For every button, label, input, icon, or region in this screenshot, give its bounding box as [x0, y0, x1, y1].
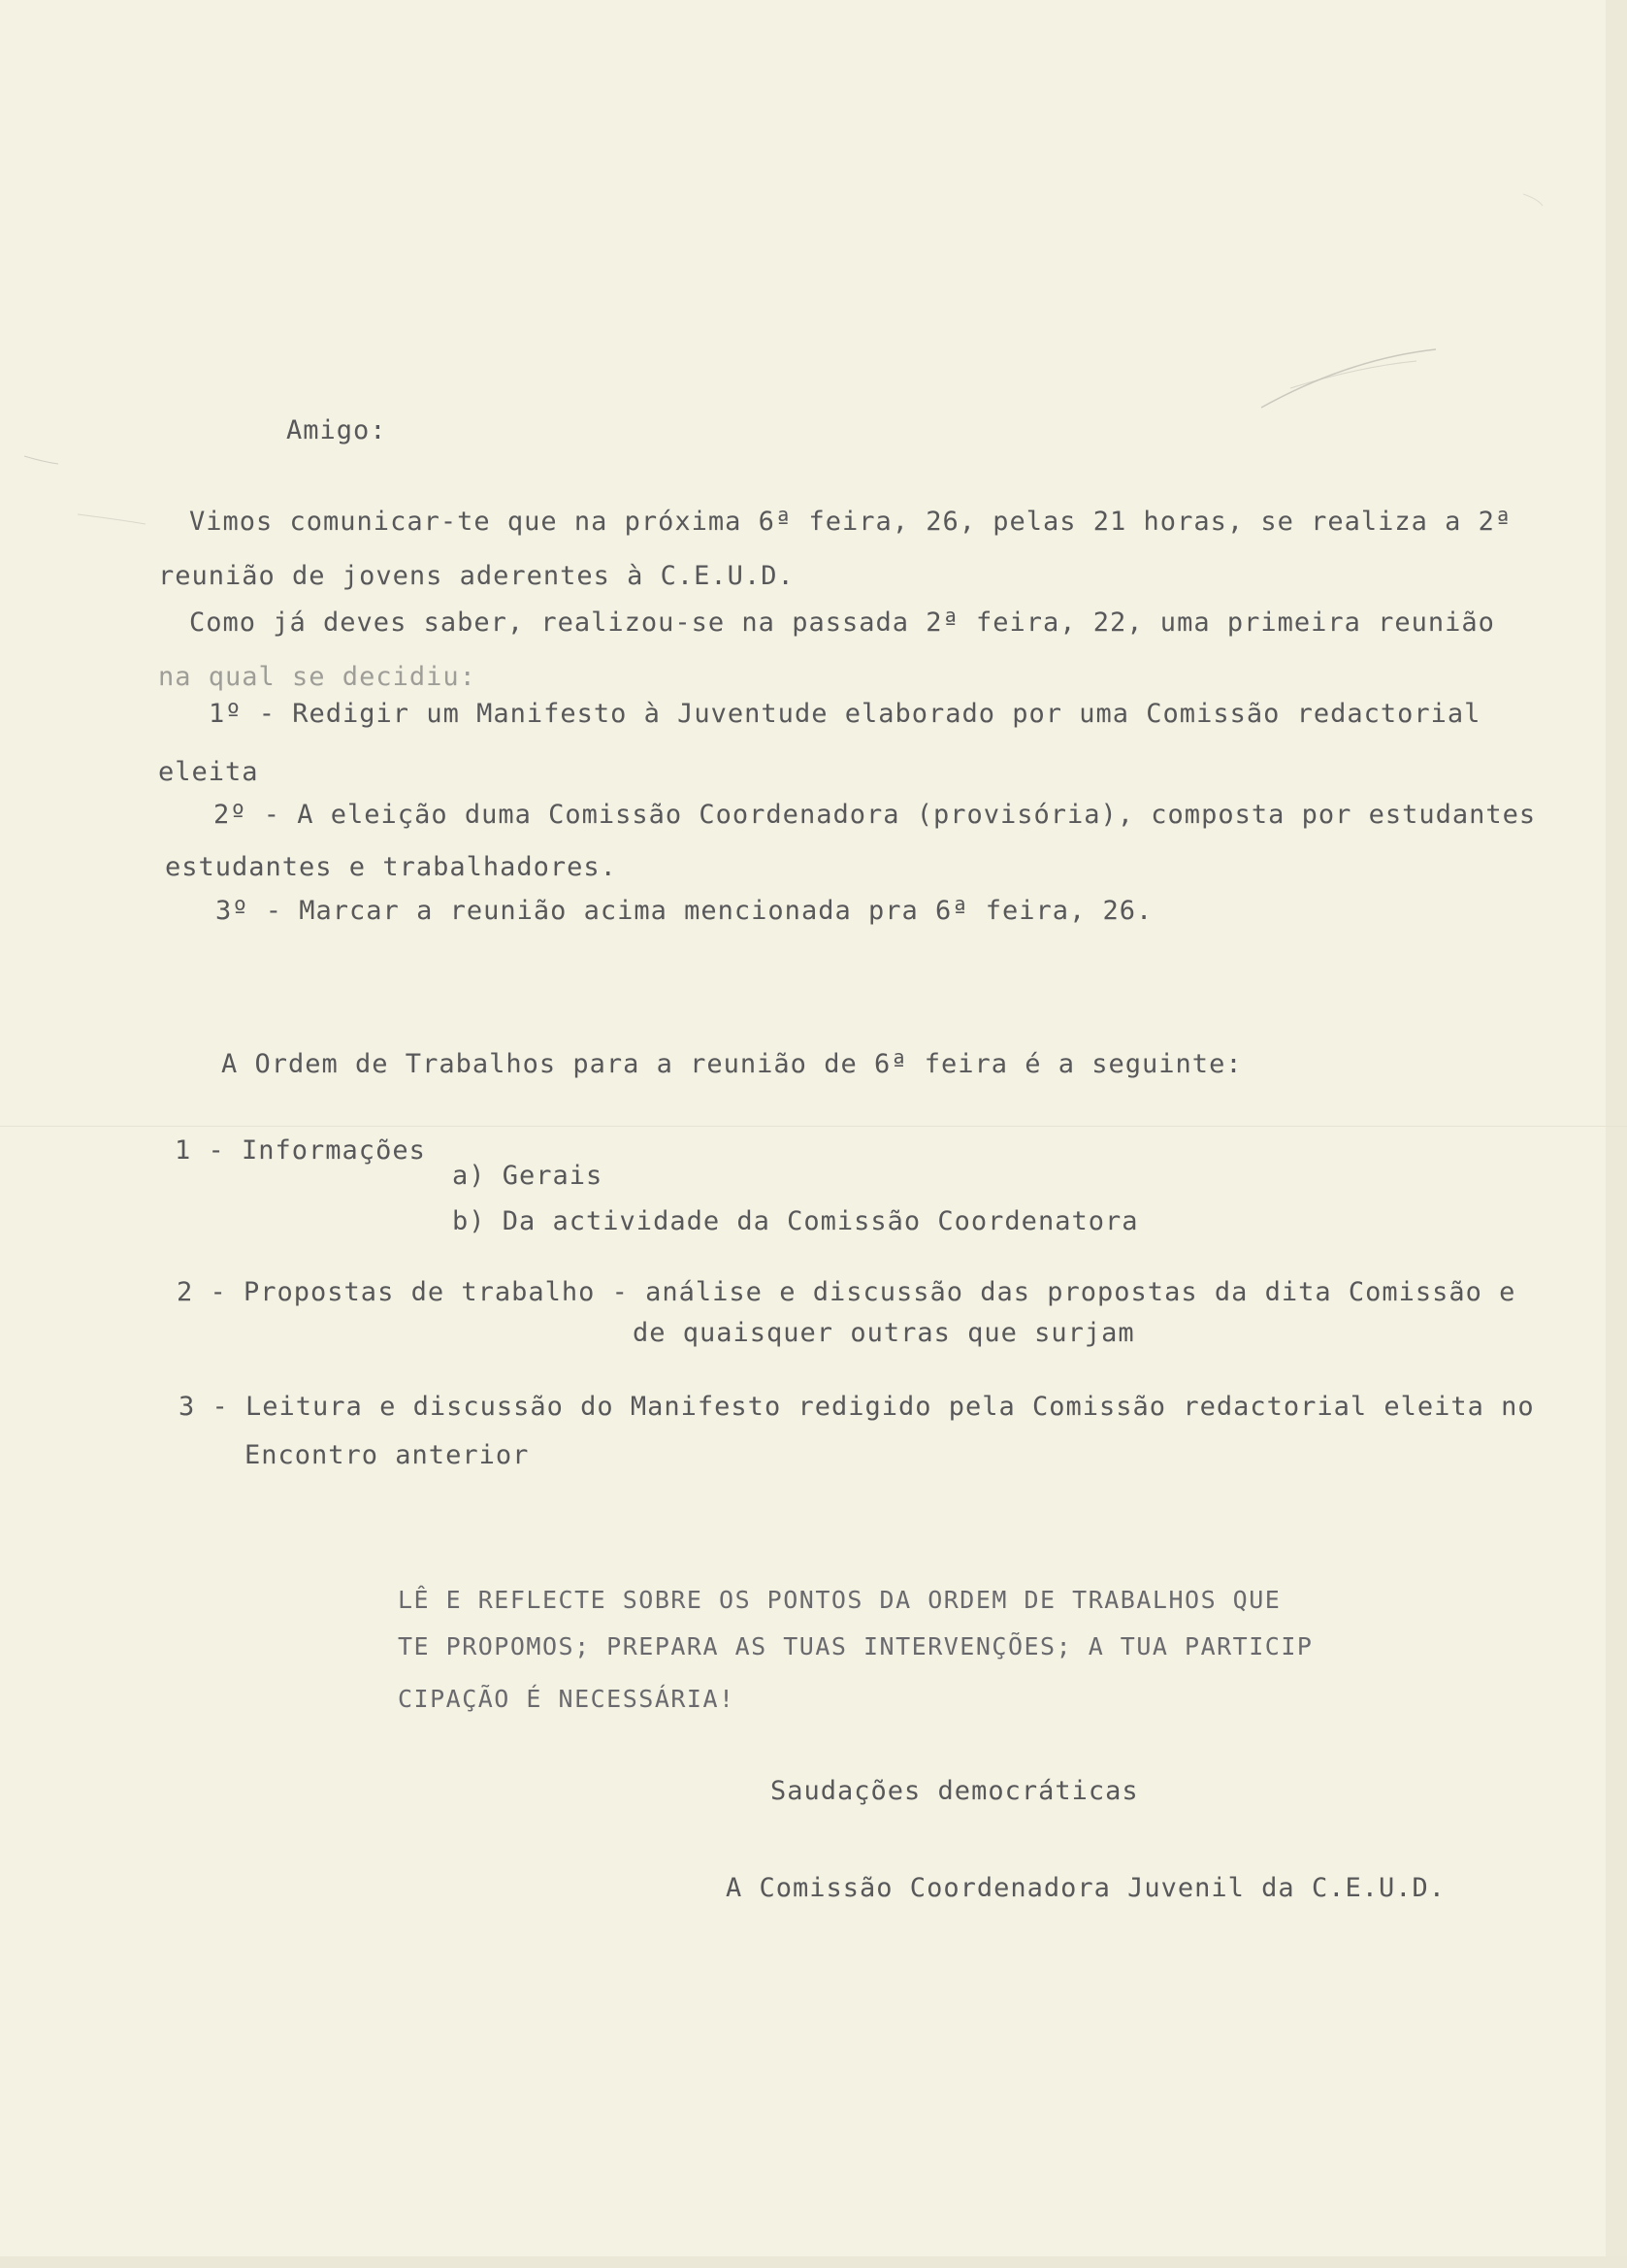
agenda-item-1a: a) Gerais — [452, 1161, 603, 1191]
paragraph-1-line-2: reunião de jovens aderentes à C.E.U.D. — [158, 561, 795, 591]
agenda-item-2-line-2: de quaisquer outras que surjam — [633, 1318, 1135, 1348]
agenda-item-2-line-1: 2 - Propostas de trabalho - análise e discussão das propostas da dita Comissão e — [177, 1277, 1516, 1307]
agenda-item-1: 1 - Informações — [175, 1135, 426, 1166]
salutation: Amigo: — [286, 415, 387, 445]
agenda-intro: A Ordem de Trabalhos para a reunião de 6ª feira é a seguinte: — [221, 1049, 1243, 1079]
decision-item-3: 3º - Marcar a reunião acima mencionada pra 6ª feira, 26. — [215, 896, 1154, 926]
decision-item-1-line-1: 1º - Redigir um Manifesto à Juventude elaborado por uma Comissão redactorial — [209, 699, 1481, 729]
agenda-item-3-line-1: 3 - Leitura e discussão do Manifesto redigido pela Comissão redactorial eleita no — [179, 1392, 1535, 1422]
signature: A Comissão Coordenadora Juvenil da C.E.U.D. — [726, 1873, 1446, 1903]
call-to-action-line-3: CIPAÇÃO É NECESSÁRIA! — [398, 1685, 735, 1713]
agenda-item-1b: b) Da actividade da Comissão Coordenatora — [452, 1206, 1139, 1236]
decision-item-2-line-2: estudantes e trabalhadores. — [165, 852, 617, 882]
closing: Saudações democráticas — [770, 1776, 1139, 1806]
paragraph-2-line-1: Como já deves saber, realizou-se na passada 2ª feira, 22, uma primeira reunião — [189, 608, 1495, 638]
agenda-item-3-line-2: Encontro anterior — [244, 1440, 530, 1470]
call-to-action-line-2: TE PROPOMOS; PREPARA AS TUAS INTERVENÇÕES; A TUA PARTICIP — [398, 1632, 1314, 1660]
paragraph-2-line-2: na qual se decidiu: — [158, 662, 476, 692]
decision-item-1-line-2: eleita — [158, 757, 259, 787]
decision-item-2-line-1: 2º - A eleição duma Comissão Coordenadora (provisória), composta por estudantes — [213, 800, 1537, 830]
call-to-action-line-1: LÊ E REFLECTE SOBRE OS PONTOS DA ORDEM DE TRABALHOS QUE — [398, 1586, 1282, 1614]
paragraph-1-line-1: Vimos comunicar-te que na próxima 6ª feira, 26, pelas 21 horas, se realiza a 2ª — [189, 507, 1513, 537]
